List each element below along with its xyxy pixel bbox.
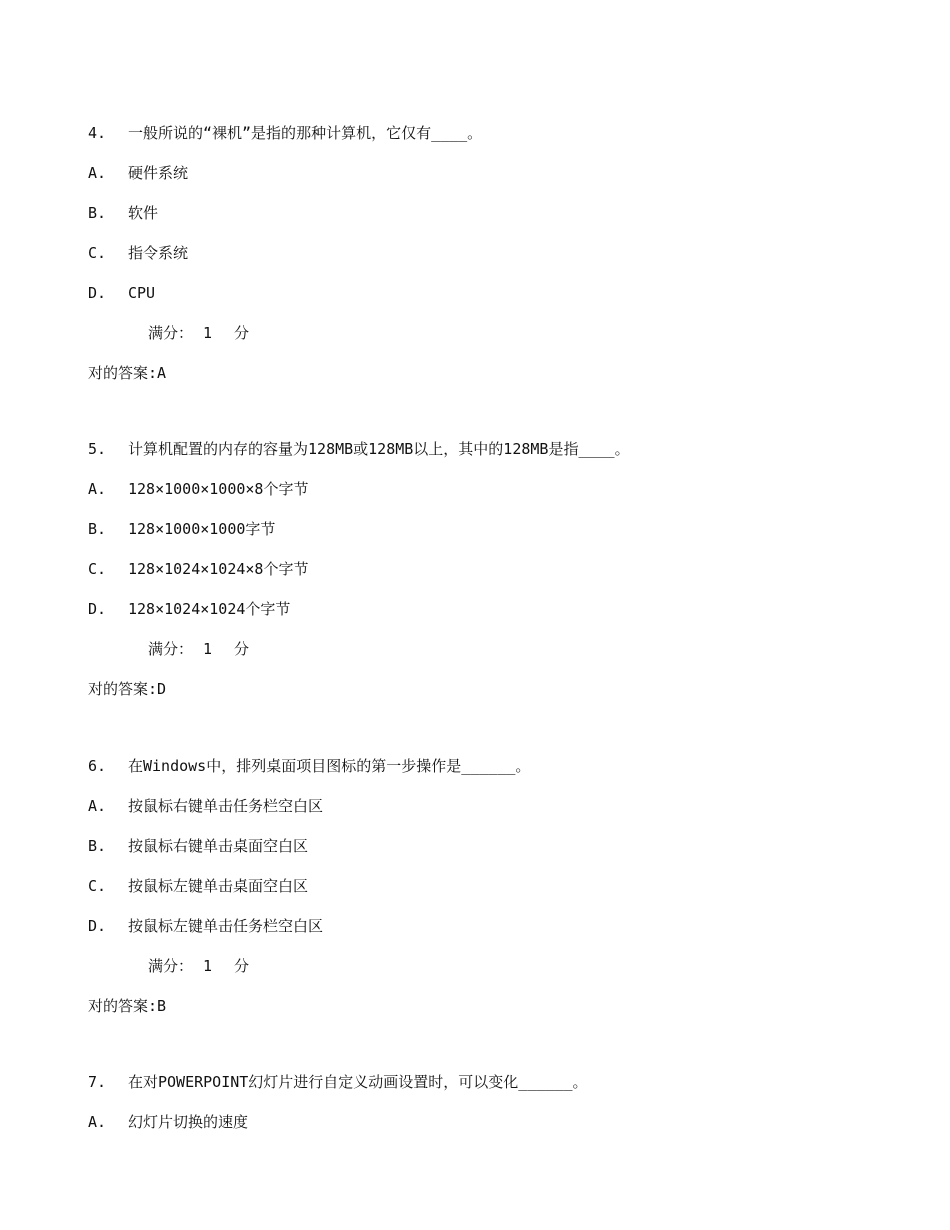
score-unit: 分 <box>234 640 250 658</box>
question-4-option-c <box>88 242 188 264</box>
question-6-option-d <box>88 915 323 937</box>
option-text: 按鼠标左键单击任务栏空白区 <box>128 917 324 935</box>
question-5-option-c <box>88 558 308 580</box>
question-4-option-a <box>88 162 188 184</box>
question-text: 在对POWERPOINT幻灯片进行自定义动画设置时，可以变化______。 <box>128 1073 588 1091</box>
option-label: C. <box>88 877 107 895</box>
option-label: C. <box>88 244 107 262</box>
question-6-stem <box>88 755 530 777</box>
question-4-option-b <box>88 202 158 224</box>
question-5-answer: 对的答案:D <box>88 680 167 698</box>
score-value: 1 <box>203 640 213 658</box>
question-4-answer: 对的答案:A <box>88 364 167 382</box>
score-unit: 分 <box>234 957 250 975</box>
score-label: 满分： <box>148 324 194 342</box>
question-number: 6. <box>88 757 107 775</box>
option-text: 128×1024×1024×8个字节 <box>128 560 309 578</box>
option-label: A. <box>88 797 107 815</box>
option-label: A. <box>88 480 107 498</box>
question-6-answer: 对的答案:B <box>88 997 167 1015</box>
option-text: 128×1024×1024个字节 <box>128 600 291 618</box>
question-6-score <box>148 955 249 977</box>
question-6-option-b <box>88 835 308 857</box>
question-5-stem <box>88 438 630 460</box>
option-text: 128×1000×1000×8个字节 <box>128 480 309 498</box>
question-5-option-d <box>88 598 290 620</box>
option-text: 按鼠标左键单击桌面空白区 <box>128 877 309 895</box>
question-5-option-a <box>88 478 308 500</box>
option-text: 指令系统 <box>128 244 189 262</box>
score-unit: 分 <box>234 324 250 342</box>
question-number: 5. <box>88 440 107 458</box>
question-5-score <box>148 638 249 660</box>
question-text: 一般所说的“裸机”是指的那种计算机，它仅有____。 <box>128 124 483 142</box>
question-number: 4. <box>88 124 107 142</box>
question-7-option-a <box>88 1111 248 1133</box>
option-text: 按鼠标右键单击桌面空白区 <box>128 837 309 855</box>
question-number: 7. <box>88 1073 107 1091</box>
option-label: B. <box>88 204 107 222</box>
option-label: D. <box>88 284 107 302</box>
question-5-option-b <box>88 518 275 540</box>
question-6-option-c <box>88 875 308 897</box>
option-text: 幻灯片切换的速度 <box>128 1113 249 1131</box>
score-value: 1 <box>203 324 213 342</box>
question-text: 计算机配置的内存的容量为128MB或128MB以上，其中的128MB是指____。 <box>128 440 630 458</box>
option-label: D. <box>88 600 107 618</box>
option-label: A. <box>88 1113 107 1131</box>
option-text: 硬件系统 <box>128 164 189 182</box>
question-text: 在Windows中，排列桌面项目图标的第一步操作是______。 <box>128 757 531 775</box>
option-label: A. <box>88 164 107 182</box>
option-label: B. <box>88 520 107 538</box>
option-text: 软件 <box>128 204 159 222</box>
question-4-stem <box>88 122 482 144</box>
score-value: 1 <box>203 957 213 975</box>
score-label: 满分： <box>148 640 194 658</box>
option-text: 128×1000×1000字节 <box>128 520 276 538</box>
option-label: D. <box>88 917 107 935</box>
question-4-option-d <box>88 282 155 304</box>
question-6-option-a <box>88 795 323 817</box>
option-text: CPU <box>128 284 156 302</box>
score-label: 满分： <box>148 957 194 975</box>
option-text: 按鼠标右键单击任务栏空白区 <box>128 797 324 815</box>
option-label: C. <box>88 560 107 578</box>
option-label: B. <box>88 837 107 855</box>
question-4-score <box>148 322 249 344</box>
question-7-stem <box>88 1071 588 1093</box>
